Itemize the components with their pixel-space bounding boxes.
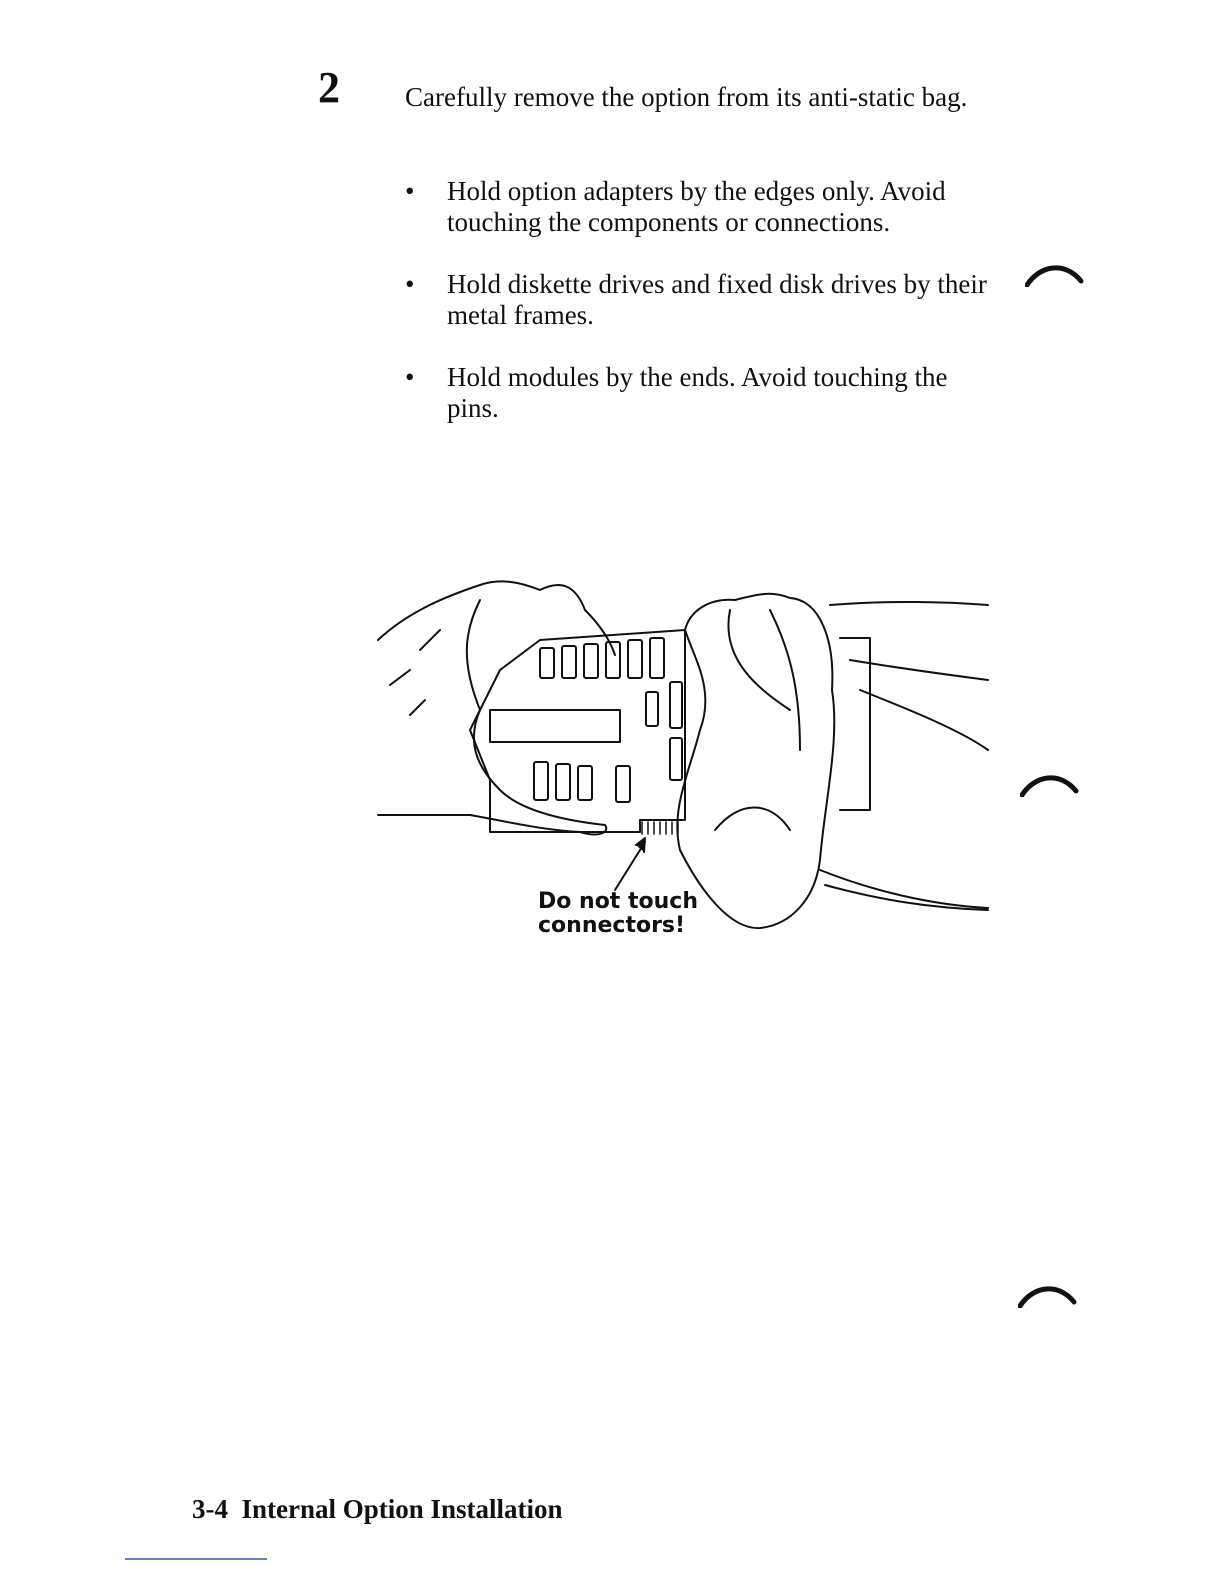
bullet-icon: •	[405, 362, 415, 392]
chip-row-top	[540, 638, 664, 678]
left-hand	[378, 581, 615, 834]
bullet-icon: •	[405, 269, 415, 299]
bullet-text: Hold diskette drives and fixed disk drives by their metal frames.	[447, 269, 987, 330]
bullet-icon: •	[405, 176, 415, 206]
callout-line-1: Do not touch	[538, 889, 698, 914]
bullet-text: Hold option adapters by the edges only. Avoid touching the components or connections.	[447, 176, 946, 237]
bullet-list	[405, 176, 1005, 455]
cable	[820, 602, 988, 910]
binder-tab-mark-icon	[1018, 1278, 1078, 1308]
bullet-text: Hold modules by the ends. Avoid touching the pins.	[447, 362, 948, 423]
section-title: Internal Option Installation	[241, 1494, 563, 1524]
callout-line-2: connectors!	[538, 913, 686, 938]
adapter-card	[470, 630, 685, 832]
anti-static-bag	[677, 594, 834, 928]
connector-warning-callout	[538, 890, 698, 938]
large-chip	[490, 710, 620, 742]
edge-connector	[642, 822, 678, 834]
page-footer	[192, 1494, 563, 1525]
binder-tab-mark-icon	[1025, 257, 1085, 287]
card-bracket	[840, 638, 870, 810]
binder-tab-mark-icon	[1020, 767, 1080, 797]
callout-arrow	[615, 842, 645, 890]
step-instruction: Carefully remove the option from its anti-static bag.	[405, 82, 968, 112]
page-number: 3-4	[192, 1494, 228, 1524]
footer-rule	[125, 1558, 267, 1560]
bullet-item	[405, 362, 1005, 424]
bullet-item	[405, 176, 1005, 238]
bullet-item	[405, 269, 1005, 331]
chip-row-bottom	[534, 762, 630, 802]
step-number: 2	[318, 63, 340, 112]
